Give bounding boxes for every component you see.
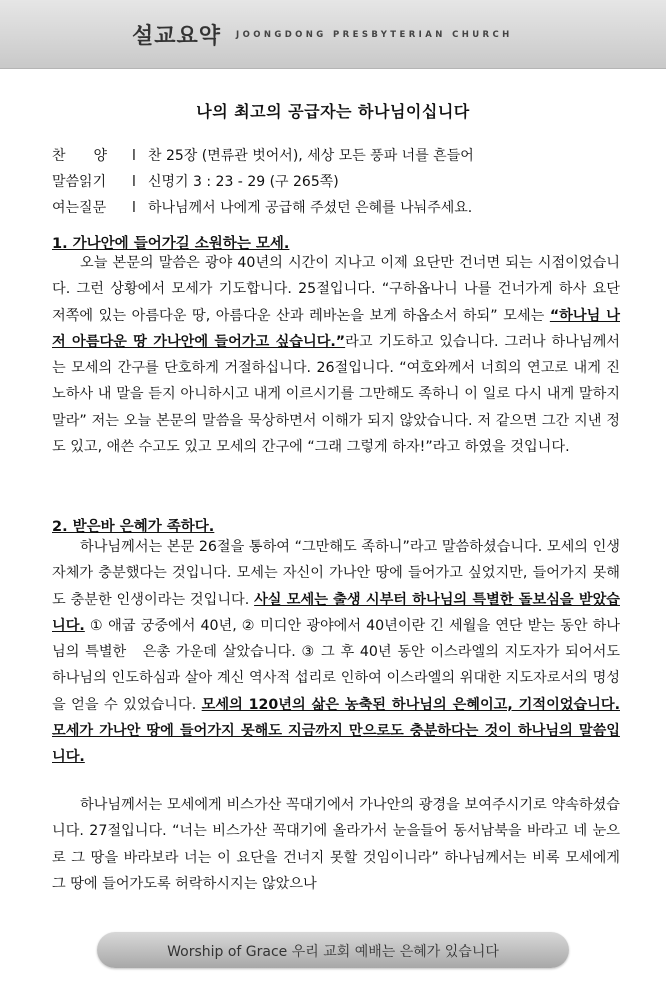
page-header xyxy=(0,0,666,69)
sermon-title: 나의 최고의 공급자는 하나님이십니다 xyxy=(196,102,470,121)
opening-question-row xyxy=(52,197,472,217)
section-2-text-a: 하나님께서는 본문 26절을 통하여 “그만해도 족하니”라고 말씀하셨습니다. 모세의 인생 자체가 충분했다는 것입니다. 모세는 자신이 가나안 땅에 들어가고 싶었지만, 들어가지 못해도 충분한 인생이라는 것입니다. xyxy=(52,539,620,608)
scripture-value: 신명기 3 : 23 - 29 (구 265쪽) xyxy=(148,174,339,190)
scripture-row xyxy=(52,171,339,191)
section-1-text-c: 라고 기도하고 있습니다. 그러나 하나님께서는 모세의 간구를 단호하게 거절하십니다. 26절입니다. “여호와께서 너희의 연고로 내게 진노하사 내 말을 듣지 아니하시고 내게 이르시기를 그만해도 족하니 이 일로 다시 내게 말하지 말라” 저는 오늘 본문의 말씀을 묵상하면서 이해가 되지 않았습니다. 저 같으면 그간 지낸 정도 있고, 애쓴 수고도 있고 모세의 간구에 “그래 그렇게 하자!”라고 하였을 것입니다. xyxy=(52,333,621,456)
section-2-paragraph-2: 하나님께서는 모세에게 비스가산 꼭대기에서 가나안의 광경을 보여주시기로 약속하셨습니다. 27절입니다. “너는 비스가산 꼭대기에 올라가서 눈을들어 동서남북을 바라고 네 눈으로 그 땅을 바라보라 너는 이 요단을 건너지 못할 것임이니라” 하나님께서는 비록 모세에게 그 땅에 들어가도록 허락하시지는 않았으나 xyxy=(52,797,620,892)
opening-question-value: 하나님께서 나에게 공급해 주셨던 은혜를 나눠주세요. xyxy=(148,200,473,216)
church-name: JOONGDONG PRESBYTERIAN CHURCH xyxy=(236,30,513,40)
header-title: 설교요약 xyxy=(132,24,222,49)
footer-banner xyxy=(97,932,569,968)
scripture-label: 말씀읽기 xyxy=(52,174,107,190)
section-2-emphasis-1: 사실 모세는 출생 시부터 하나님의 특별한 돌보심을 받았습니다. xyxy=(52,591,620,634)
scripture-separator: l xyxy=(132,174,136,190)
section-2-paragraph-1 xyxy=(52,534,620,771)
hymn-row xyxy=(52,145,474,165)
section-1-heading: 1. 가나안에 들어가길 소원하는 모세. xyxy=(52,236,290,252)
section-2-emphasis-2: 모세의 120년의 삶은 농축된 하나님의 은혜이고, 기적이었습니다. 모세가 가나안 땅에 들어가지 못해도 지금까지 만으로도 충분하다는 것이 하나님의 말씀입니다. xyxy=(52,696,620,766)
section-1-emphasis: “하나님 나 저 아름다운 땅 가나안에 들어가고 싶습니다.” xyxy=(52,307,620,350)
section-1-paragraph xyxy=(52,250,620,460)
section-2-text-c: ① 애굽 궁중에서 40년, ② 미디안 광야에서 40년이란 긴 세월을 연단 받는 동안 하나님의 특별한 은총 가운데 살았습니다. ③ 그 후 40년 동안 이스라엘의 지도자가 되어서도 하나님의 인도하심과 살아 계신 역사적 섭리로 인하여 이스라엘의 위대한 지도자로서의 명성을 얻을 수 있었습니다. xyxy=(52,617,620,713)
section-2-heading: 2. 받은바 은혜가 족하다. xyxy=(52,519,215,535)
footer-text: Worship of Grace 우리 교회 예배는 은혜가 있습니다 xyxy=(167,944,499,960)
section-1-text-a: 오늘 본문의 말씀은 광야 40년의 시간이 지나고 이제 요단만 건너면 되는 시점이었습니다. 그런 상황에서 모세가 기도합니다. 25절입니다. “구하옵나니 나를 건너가게 하사 요단 저쪽에 있는 아름다운 땅, 아름다운 산과 레바논을 보게 하옵소서 하되” 모세는 xyxy=(52,255,620,324)
hymn-label: 찬 양 xyxy=(52,148,108,164)
hymn-value: 찬 25장 (면류관 벗어서), 세상 모든 풍파 너를 흔들어 xyxy=(148,148,474,164)
opening-question-separator: l xyxy=(132,200,136,216)
hymn-separator: l xyxy=(132,148,136,164)
opening-question-label: 여는질문 xyxy=(52,200,107,216)
